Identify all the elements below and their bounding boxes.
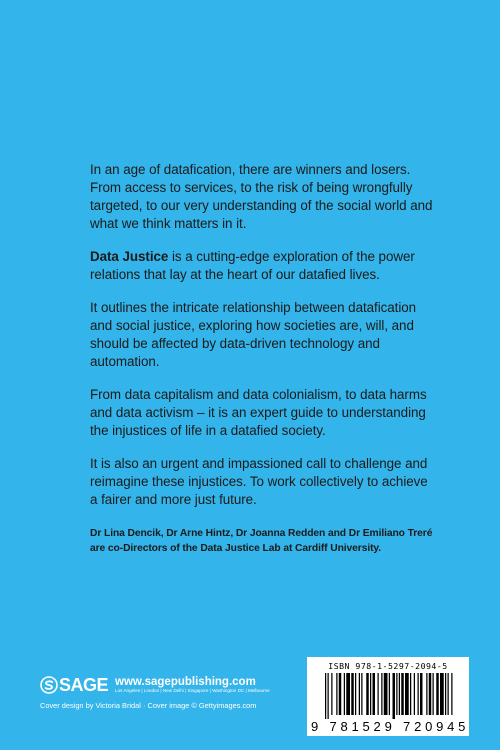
barcode-bar (410, 673, 411, 715)
back-cover-blurb (90, 161, 438, 556)
barcode-bar (361, 673, 362, 715)
barcode-bar (436, 673, 439, 715)
barcode-bar (389, 673, 390, 715)
barcode-bar (325, 673, 326, 719)
barcode-bar (339, 673, 342, 715)
publisher-logo-row (40, 675, 300, 695)
sage-logo-text: SAGE (59, 675, 109, 695)
blurb-paragraph-4: From data capitalism and data colonialism, to data harms and data activism – it is an expert guide to understanding the injustices of life in a datafied society. (90, 387, 427, 438)
blurb-paragraph-3: It outlines the intricate relationship between datafication and social justice, exploring how societies are, will, and should be affected by data-driven technology and automation. (90, 300, 417, 369)
barcode-bar (393, 673, 396, 719)
isbn-digits: 9 781529 720945 (311, 719, 470, 734)
barcode-bar (414, 673, 415, 715)
barcode-bar (396, 673, 397, 715)
barcode-bar (384, 673, 388, 715)
barcode-bar (378, 673, 379, 715)
publisher-cities: Los Angeles | London | New Delhi | Singapore | Washington DC | Melbourne (115, 688, 270, 693)
blurb-paragraph-2 (90, 248, 438, 284)
blurb-paragraph-5: It is also an urgent and impassioned call to challenge and reimagine these injustices. To work collectively to achieve a fairer and more just future. (90, 456, 428, 507)
cover-credits: Cover design by Victoria Bridal · Cover image © Gettyimages.com (40, 701, 257, 710)
barcode-bar (366, 673, 369, 715)
barcode-bar (344, 673, 345, 715)
barcode-bar (336, 673, 337, 715)
barcode-bar (359, 673, 360, 715)
barcode-bar (370, 673, 371, 715)
barcode-bar (448, 673, 449, 715)
barcode-bar (418, 673, 419, 715)
sage-logo (40, 676, 108, 694)
isbn-label: ISBN 978-1-5297-2094-5 (328, 661, 448, 671)
blurb-paragraph-1: In an age of datafication, there are winners and losers. From access to services, to the risk of being wrongfully targeted, to our very understanding of the social world and what we think matters in it. (90, 162, 433, 231)
publisher-url[interactable]: www.sagepublishing.com (115, 676, 256, 688)
barcode-bar (346, 673, 350, 715)
barcode-bar (440, 673, 444, 715)
barcode-bar (331, 673, 332, 715)
publisher-block (40, 675, 300, 715)
barcode-bar (401, 673, 404, 715)
sage-mark-icon (40, 676, 58, 694)
barcode-bar (373, 673, 376, 715)
author-bio: Dr Lina Dencik, Dr Arne Hintz, Dr Joanna Redden and Dr Emiliano Treré are co-Directors of the Data Justice Lab at Cardiff University. (90, 528, 433, 554)
barcode-bar (351, 673, 354, 715)
barcode-bar (429, 673, 432, 715)
barcode-bar (445, 673, 446, 715)
blurb-paragraph-2-rest: is a cutting-edge exploration of the power relations that lay at the heart of our datafied lives. (90, 249, 415, 282)
barcode-bar (328, 673, 329, 719)
barcode-bar (433, 673, 434, 715)
barcode-bar (420, 673, 423, 715)
publisher-site-block (115, 676, 270, 694)
barcode-bar (381, 673, 382, 715)
barcode-bar (405, 673, 409, 715)
barcode-bar (426, 673, 427, 715)
book-title-bold: Data Justice (90, 249, 169, 264)
barcode-bar (399, 673, 400, 715)
isbn-barcode (307, 657, 469, 736)
barcode-bar (355, 673, 356, 715)
barcode-bars-icon (325, 673, 455, 719)
barcode-bar (451, 673, 452, 715)
